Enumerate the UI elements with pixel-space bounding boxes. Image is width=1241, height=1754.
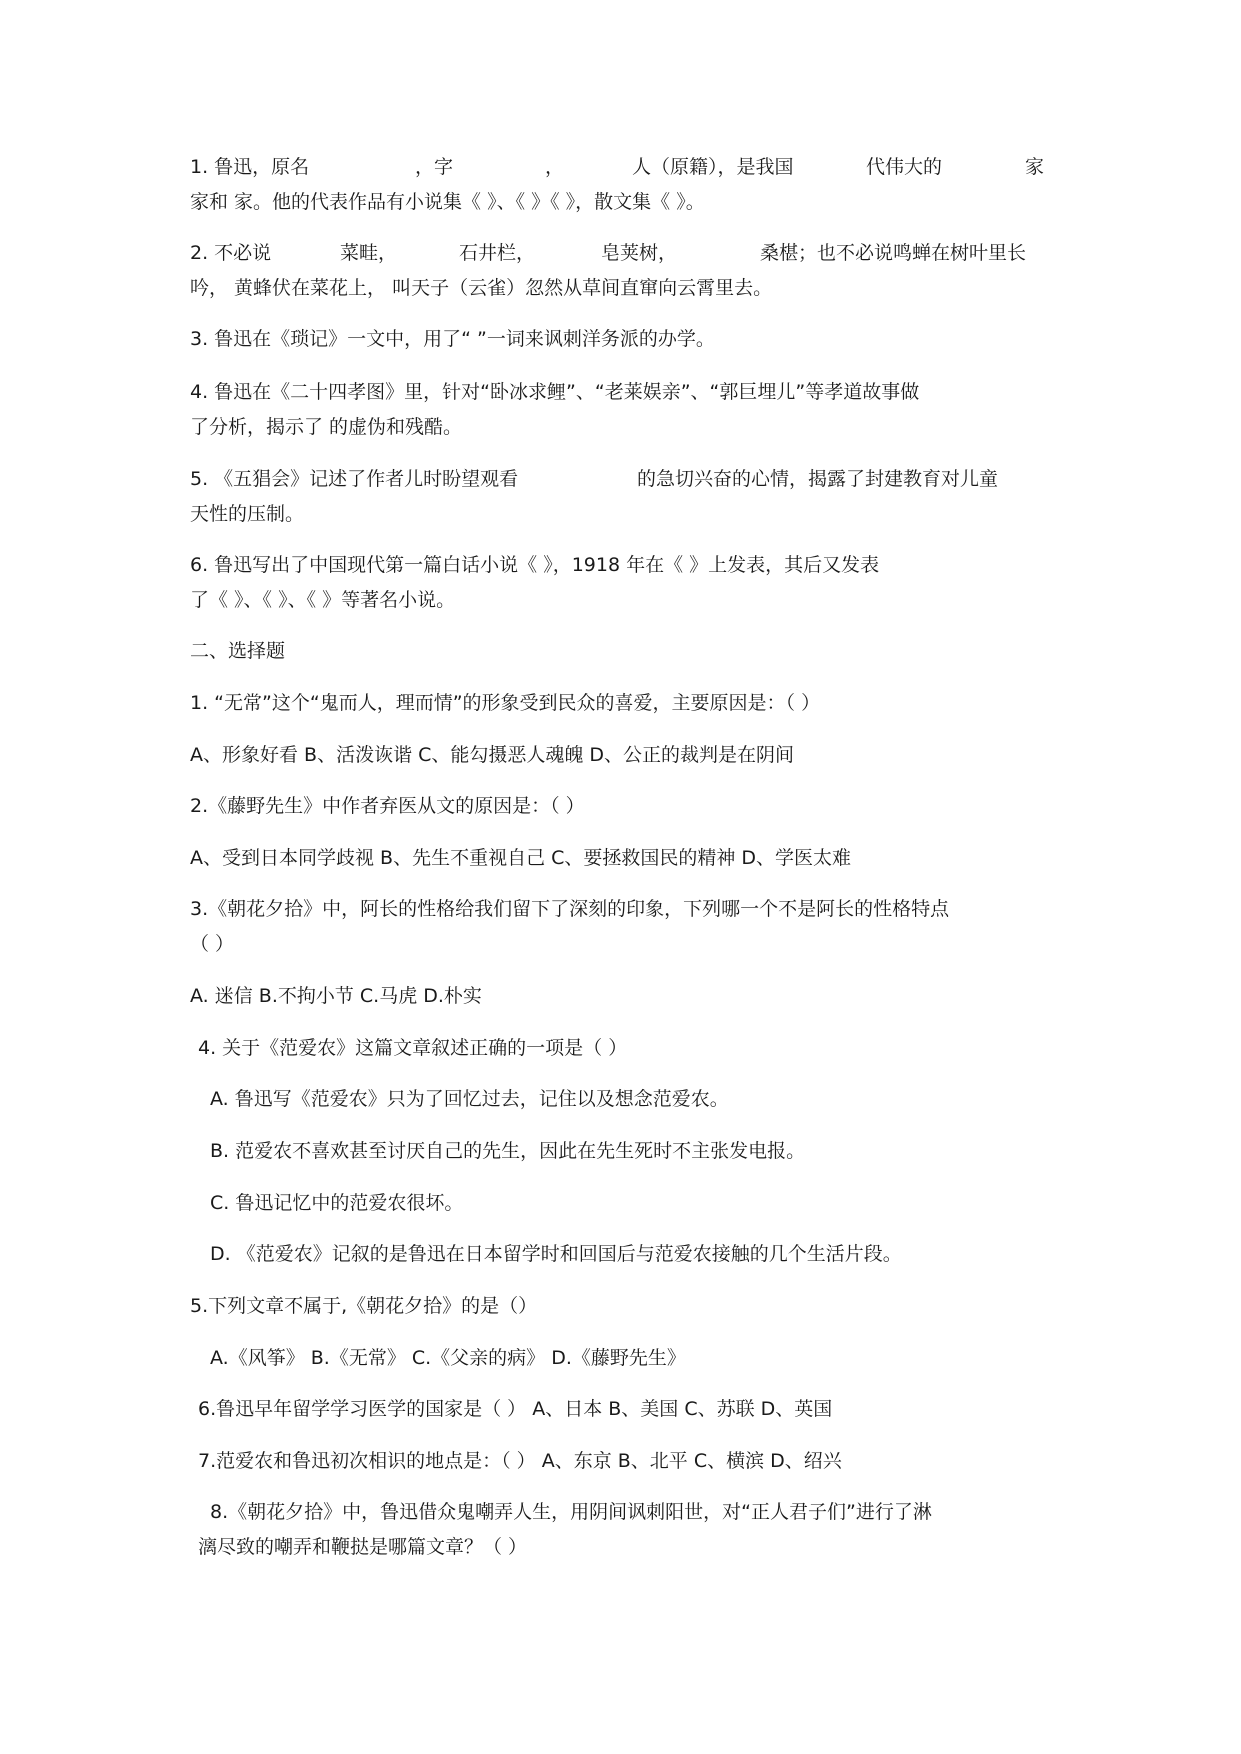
- fill-6-line-1: 6. 鲁迅写出了中国现代第一篇白话小说《 》，1918 年在《 》上发表，其后又发表: [190, 554, 880, 576]
- fill-1-line-2: 家和 家。他的代表作品有小说集《 》、《 》《 》，散文集《 》。: [190, 191, 705, 213]
- fill-1-part-c: ，: [545, 156, 565, 178]
- choice-3-question-line-2: （ ）: [190, 933, 235, 955]
- fill-5-part-b: 的急切兴奋的心情，揭露了封建教育对儿童: [637, 468, 999, 490]
- choice-4-option-d: D. 《范爱农》记叙的是鲁迅在日本留学时和回国后与范爱农接触的几个生活片段。: [210, 1243, 902, 1265]
- choice-2-question: 2.《藤野先生》中作者弃医从文的原因是：（ ）: [190, 795, 585, 817]
- fill-4-line-2: 了分析，揭示了 的虚伪和残酷。: [190, 416, 463, 438]
- fill-5-part-a: 5. 《五猖会》记述了作者儿时盼望观看: [190, 468, 519, 490]
- choice-3-question-line-1: 3.《朝花夕拾》中，阿长的性格给我们留下了深刻的印象，下列哪一个不是阿长的性格特点: [190, 898, 950, 920]
- fill-2-part-a: 2. 不必说: [190, 242, 272, 264]
- fill-2-part-d: 皂荚树，: [601, 242, 678, 264]
- choice-5-options: A.《风筝》 B.《无常》 C.《父亲的病》 D.《藤野先生》: [210, 1347, 686, 1369]
- fill-2-part-c: 石井栏，: [459, 242, 536, 264]
- fill-1-part-b: ，字: [415, 156, 454, 178]
- choice-4-option-a: A. 鲁迅写《范爱农》只为了回忆过去，记住以及想念范爱农。: [210, 1088, 729, 1110]
- choice-1-question: 1. “无常”这个“鬼而人，理而情”的形象受到民众的喜爱，主要原因是：（ ）: [190, 692, 821, 714]
- fill-6-line-2: 了《 》、《 》、《 》等著名小说。: [190, 589, 456, 611]
- choice-2-options: A、受到日本同学歧视 B、先生不重视自己 C、要拯救国民的精神 D、学医太难: [190, 847, 852, 869]
- fill-1-part-d: 人（原籍），是我国: [632, 156, 794, 178]
- fill-1-part-f: 家: [1025, 156, 1045, 178]
- fill-5-line-2: 天性的压制。: [190, 503, 305, 525]
- choice-6-question: 6.鲁迅早年留学学习医学的国家是（ ） A、日本 B、美国 C、苏联 D、英国: [198, 1398, 833, 1420]
- choice-1-options: A、形象好看 B、活泼诙谐 C、能勾摄恶人魂魄 D、公正的裁判是在阴间: [190, 744, 795, 766]
- choice-8-question-line-2: 漓尽致的嘲弄和鞭挞是哪篇文章？（ ）: [198, 1536, 528, 1558]
- choice-7-question: 7.范爱农和鲁迅初次相识的地点是：（ ） A、东京 B、北平 C、横滨 D、绍兴: [198, 1450, 842, 1472]
- fill-2-part-b: 菜畦，: [340, 242, 398, 264]
- choice-8-question-line-1: 8.《朝花夕拾》中，鲁迅借众鬼嘲弄人生，用阴间讽刺阳世，对“正人君子们”进行了淋: [210, 1501, 932, 1523]
- choice-5-question: 5.下列文章不属于,《朝花夕拾》的是（）: [190, 1295, 538, 1317]
- choice-4-question: 4. 关于《范爱农》这篇文章叙述正确的一项是（ ）: [198, 1037, 628, 1059]
- choice-4-option-c: C. 鲁迅记忆中的范爱农很坏。: [210, 1192, 464, 1214]
- fill-1-part-e: 代伟大的: [866, 156, 943, 178]
- section-heading-choice: 二、选择题: [190, 640, 286, 662]
- fill-2-line-2: 吟， 黄蜂伏在菜花上， 叫天子（云雀）忽然从草间直窜向云霄里去。: [190, 277, 773, 299]
- choice-3-options: A. 迷信 B.不拘小节 C.马虎 D.朴实: [190, 985, 482, 1007]
- fill-4-line-1: 4. 鲁迅在《二十四孝图》里，针对“卧冰求鲤”、“老莱娱亲”、“郭巨埋儿”等孝道故事做: [190, 381, 920, 403]
- fill-1-part-a: 1. 鲁迅，原名: [190, 156, 310, 178]
- choice-4-option-b: B. 范爱农不喜欢甚至讨厌自己的先生，因此在先生死时不主张发电报。: [210, 1140, 806, 1162]
- fill-2-part-e: 桑椹；也不必说鸣蝉在树叶里长: [760, 242, 1027, 264]
- fill-3: 3. 鲁迅在《琐记》一文中，用了“ ”一词来讽刺洋务派的办学。: [190, 328, 715, 350]
